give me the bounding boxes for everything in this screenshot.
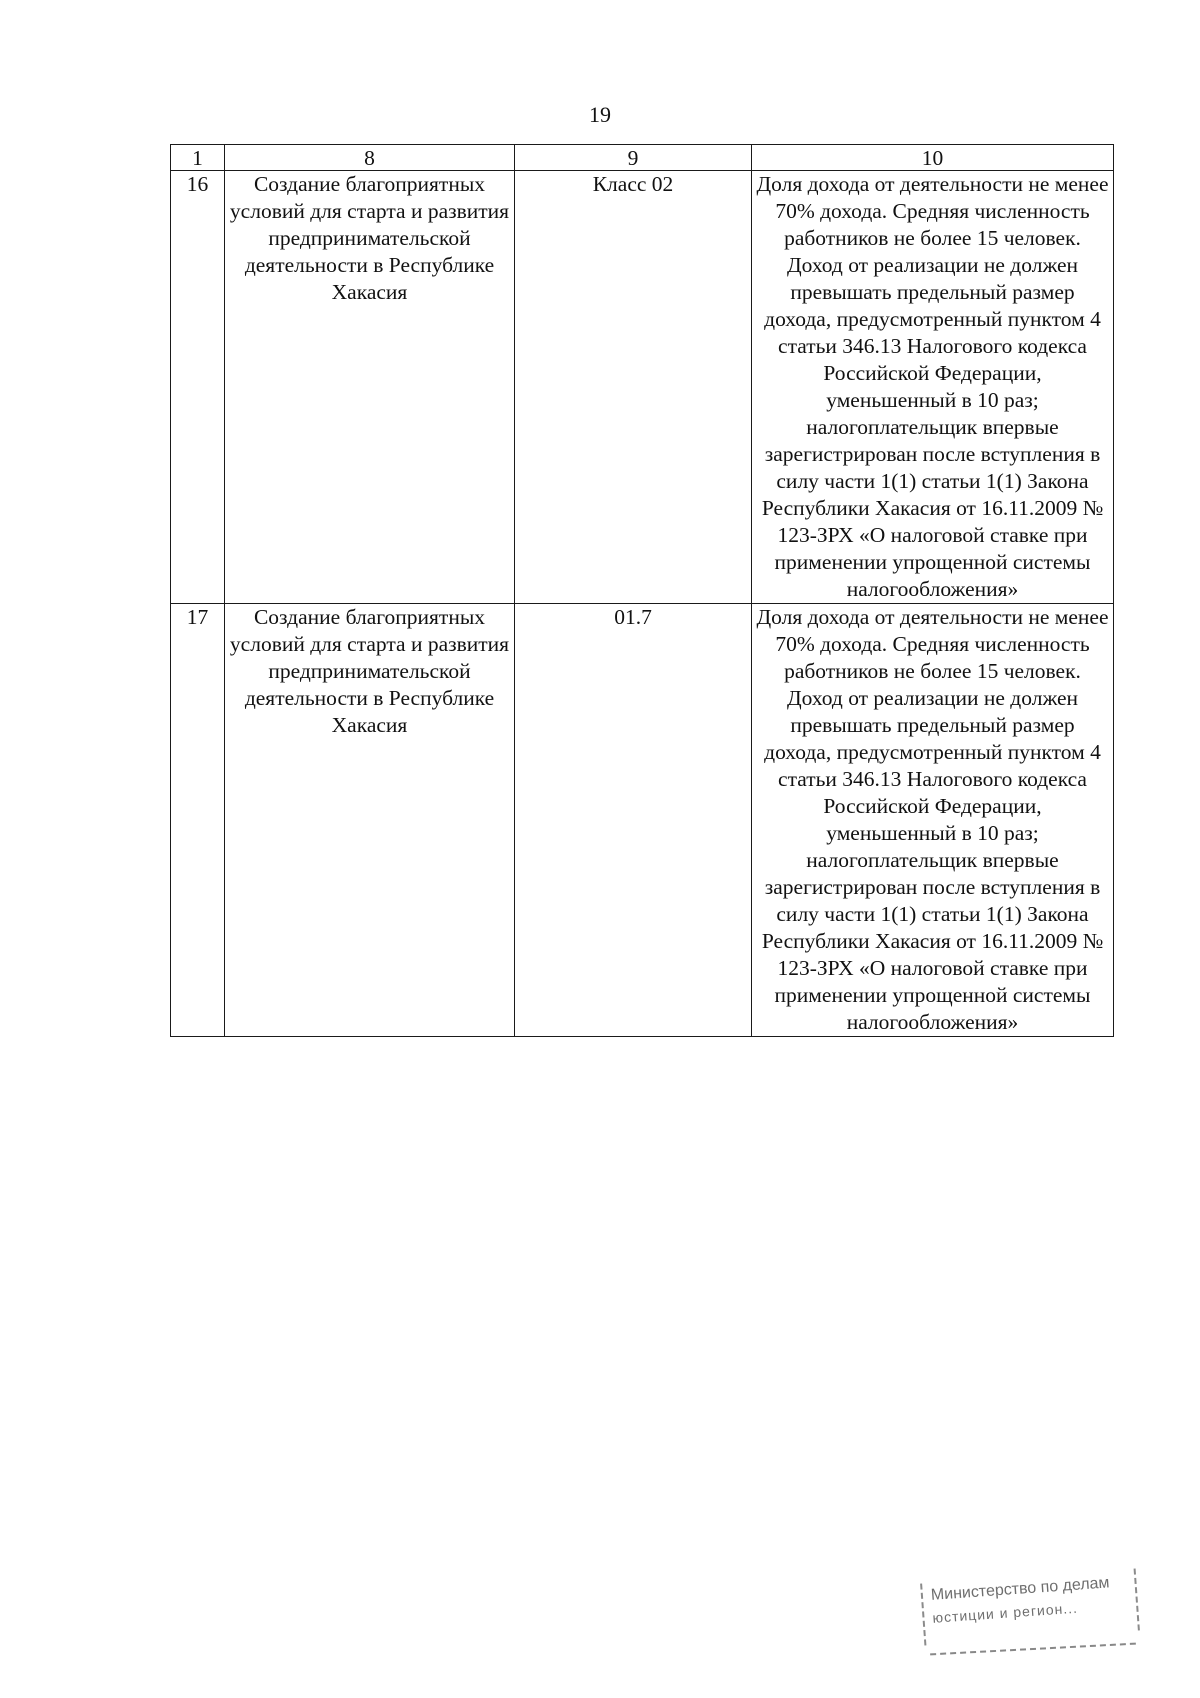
row-number: 17 <box>171 604 225 1037</box>
header-col-9: 9 <box>515 145 752 171</box>
table-row <box>171 171 1114 604</box>
header-col-10: 10 <box>752 145 1114 171</box>
header-col-1: 1 <box>171 145 225 171</box>
page-number: 19 <box>589 102 611 127</box>
stamp-line-2: юстиции и регион... <box>931 1599 1079 1626</box>
ministry-stamp <box>920 1569 1140 1646</box>
activity-code: 01.7 <box>515 604 752 1037</box>
criteria-text: Доля дохода от деятельности не менее 70% дохода. Средняя численность работников не более 15 человек. Доход от реализации не должен превышать предельный размер дохода, предусмотренный пунктом 4 статьи 346.13 Налогового кодекса Российской Федерации, уменьшенный в 10 раз; налогоплательщик впервые зарегистрирован после вступления в силу части 1(1) статьи 1(1) Закона Республики Хакасия от 16.11.2009 № 123-ЗРХ «О налоговой ставке при применении упрощенной системы налогообложения» <box>752 604 1114 1037</box>
program-name: Создание благоприятных условий для старта и развития предпринимательской деятельности в Республике Хакасия <box>225 171 515 604</box>
table-row <box>171 604 1114 1037</box>
stamp-line-1: Министерство по делам <box>930 1574 1111 1604</box>
table-header-row <box>171 145 1114 171</box>
row-number: 16 <box>171 171 225 604</box>
criteria-text: Доля дохода от деятельности не менее 70% дохода. Средняя численность работников не более 15 человек. Доход от реализации не должен превышать предельный размер дохода, предусмотренный пунктом 4 статьи 346.13 Налогового кодекса Российской Федерации, уменьшенный в 10 раз; налогоплательщик впервые зарегистрирован после вступления в силу части 1(1) статьи 1(1) Закона Республики Хакасия от 16.11.2009 № 123-ЗРХ «О налоговой ставке при применении упрощенной системы налогообложения» <box>752 171 1114 604</box>
header-col-8: 8 <box>225 145 515 171</box>
document-table <box>170 144 1114 1037</box>
activity-code: Класс 02 <box>515 171 752 604</box>
program-name: Создание благоприятных условий для старта и развития предпринимательской деятельности в Республике Хакасия <box>225 604 515 1037</box>
stamp-underline <box>930 1643 1136 1656</box>
